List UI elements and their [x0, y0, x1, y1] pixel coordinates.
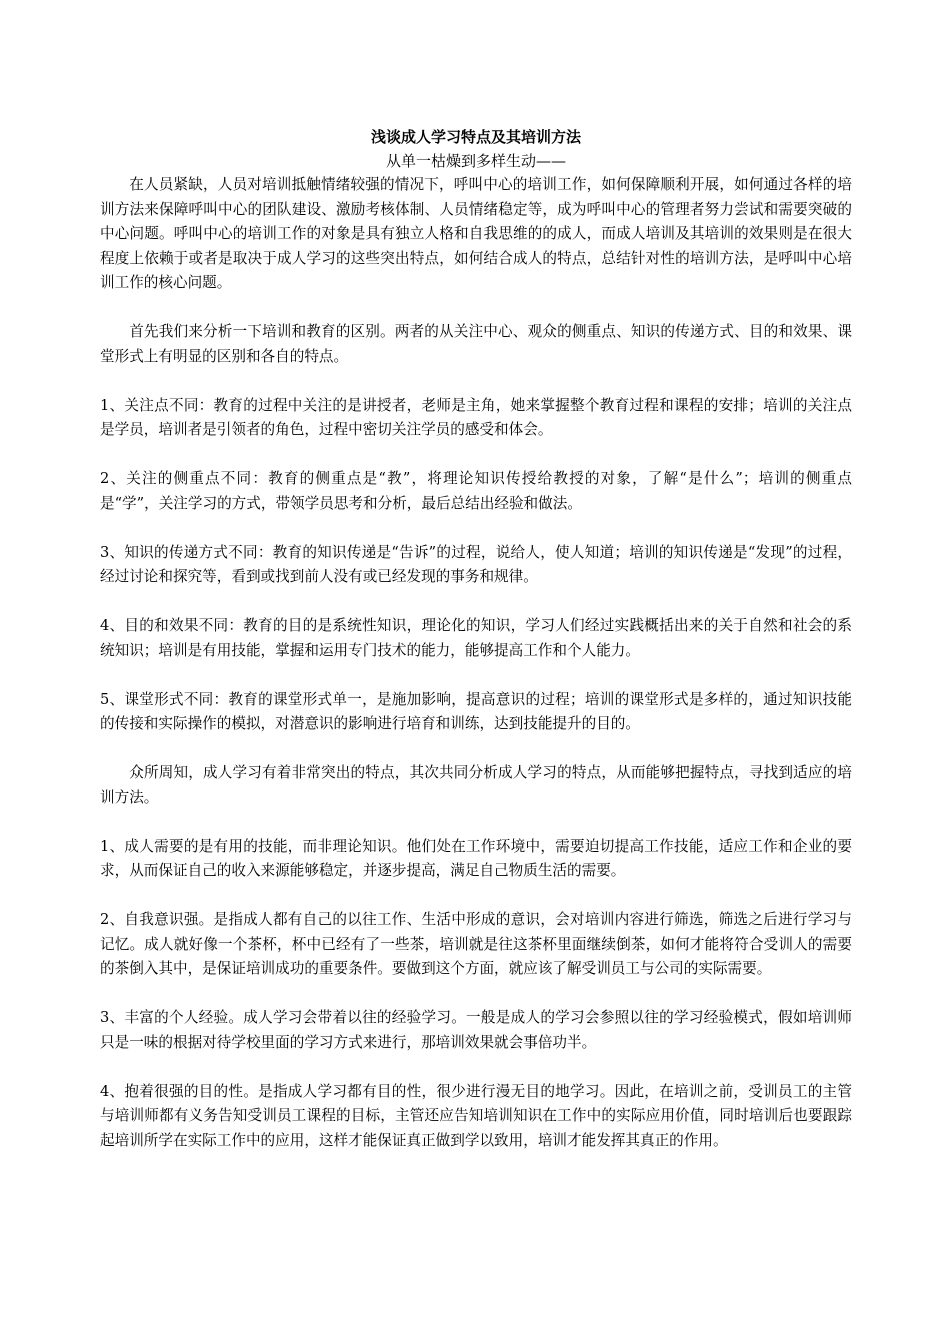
difference-item-3: 3、知识的传递方式不同：教育的知识传递是“告诉”的过程，说给人，使人知道；培训的知识传递是“发现”的过程，经过讨论和探究等，看到或找到前人没有或已经发现的事务和规律。	[100, 543, 852, 585]
paragraph-spacer	[100, 443, 852, 468]
difference-item-4: 4、目的和效果不同：教育的目的是系统性知识，理论化的知识，学习人们经过实践概括出来的关于自然和社会的系统知识；培训是有用技能，掌握和运用专门技术的能力，能够提高工作和个人能力。	[100, 617, 852, 659]
difference-item-2: 2、关注的侧重点不同：教育的侧重点是“教”，将理论知识传授给教授的对象，了解“是什么”；培训的侧重点是“学”，关注学习的方式，带领学员思考和分析，最后总结出经验和做法。	[100, 470, 852, 512]
paragraph-spacer	[100, 663, 852, 688]
document-subtitle: 从单一枯燥到多样生动——	[385, 152, 566, 170]
difference-item-1: 1、关注点不同：教育的过程中关注的是讲授者，老师是主角，她来掌握整个教育过程和课程的安排；培训的关注点是学员，培训者是引领者的角色，过程中密切关注学员的感受和体会。	[100, 396, 852, 438]
paragraph-spacer	[100, 296, 852, 321]
paragraph-spacer	[100, 884, 852, 909]
characteristic-item-3: 3、丰富的个人经验。成人学习会带着以往的经验学习。一般是成人的学习会参照以往的学习经验模式，假如培训师只是一味的根据对待学校里面的学习方式来进行，那培训效果就会事倍功半。	[100, 1009, 852, 1051]
paragraph-spacer	[100, 369, 852, 394]
paragraph-spacer	[100, 982, 852, 1007]
difference-item-5: 5、课堂形式不同：教育的课堂形式单一，是施加影响，提高意识的过程；培训的课堂形式是多样的，通过知识技能的传接和实际操作的模拟，对潜意识的影响进行培育和训练，达到技能提升的目的。	[100, 690, 852, 732]
section1-intro-paragraph: 首先我们来分析一下培训和教育的区别。两者的从关注中心、观众的侧重点、知识的传递方式、目的和效果、课堂形式上有明显的区别和各自的特点。	[100, 323, 852, 365]
section2-intro-paragraph: 众所周知，成人学习有着非常突出的特点，其次共同分析成人学习的特点，从而能够把握特点，寻找到适应的培训方法。	[100, 764, 852, 806]
document-title: 浅谈成人学习特点及其培训方法	[370, 128, 581, 146]
characteristic-item-1: 1、成人需要的是有用的技能，而非理论知识。他们处在工作环境中，需要迫切提高工作技能，适应工作和企业的要求，从而保证自己的收入来源能够稳定，并逐步提高，满足自己物质生活的需要。	[100, 837, 852, 879]
paragraph-spacer	[100, 737, 852, 762]
intro-paragraph: 在人员紧缺，人员对培训抵触情绪较强的情况下，呼叫中心的培训工作，如何保障顺利开展，如何通过各样的培训方法来保障呼叫中心的团队建设、激励考核体制、人员情绪稳定等，成为呼叫中心的管理者努力尝试和需要突破的中心问题。呼叫中心的培训工作的对象是具有独立人格和自我思维的的成人，而成人培训及其培训的效果则是在很大程度上依赖于或者是取决于成人学习的这些突出特点，如何结合成人的特点，总结针对性的培训方法，是呼叫中心培训工作的核心问题。	[100, 176, 852, 291]
characteristic-item-4: 4、抱着很强的目的性。是指成人学习都有目的性，很少进行漫无目的地学习。因此，在培训之前，受训员工的主管与培训师都有义务告知受训员工课程的目标，主管还应告知培训知识在工作中的实际应用价值，同时培训后也要跟踪起培训所学在实际工作中的应用，这样才能保证真正做到学以致用，培训才能发挥其真正的作用。	[100, 1082, 852, 1149]
paragraph-spacer	[100, 590, 852, 615]
paragraph-spacer	[100, 1055, 852, 1080]
document-body	[100, 125, 852, 1153]
paragraph-spacer	[100, 516, 852, 541]
paragraph-spacer	[100, 810, 852, 835]
characteristic-item-2: 2、自我意识强。是指成人都有自己的以往工作、生活中形成的意识，会对培训内容进行筛选，筛选之后进行学习与记忆。成人就好像一个茶杯，杯中已经有了一些茶，培训就是往这茶杯里面继续倒茶，如何才能将符合受训人的需要的茶倒入其中，是保证培训成功的重要条件。要做到这个方面，就应该了解受训员工与公司的实际需要。	[100, 911, 852, 977]
